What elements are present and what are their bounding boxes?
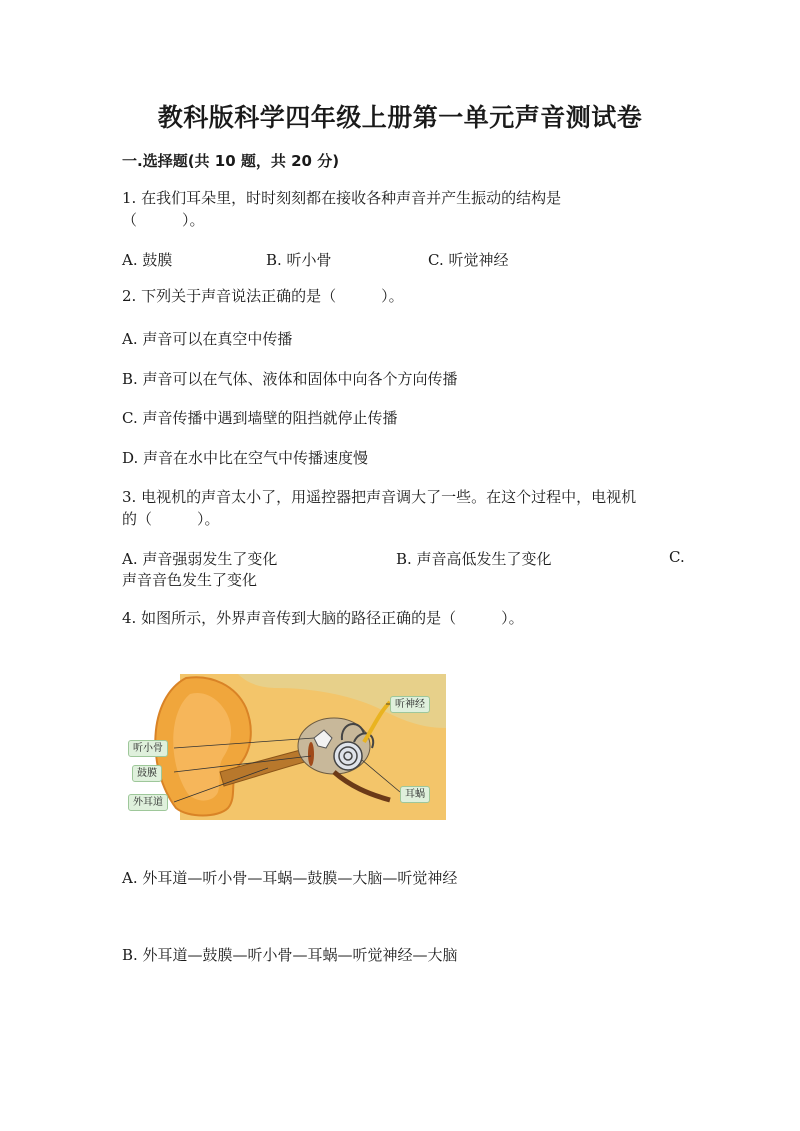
question-1-option-c: C. 听觉神经 bbox=[428, 251, 509, 269]
question-2-option-a: A. 声音可以在真空中传播 bbox=[122, 330, 293, 348]
question-4-option-a: A. 外耳道—听小骨—耳蜗—鼓膜—大脑—听觉神经 bbox=[122, 869, 458, 887]
question-2-option-c: C. 声音传播中遇到墙壁的阻挡就停止传播 bbox=[122, 409, 398, 427]
question-3-option-a: A. 声音强弱发生了变化 bbox=[122, 550, 278, 568]
cochlea-shape bbox=[334, 742, 362, 770]
question-1-stem-line-2: （ ）。 bbox=[122, 211, 205, 229]
question-3-stem-line-1: 3. 电视机的声音太小了，用遥控器把声音调大了一些。在这个过程中，电视机 bbox=[122, 488, 637, 506]
eardrum-shape bbox=[308, 742, 314, 766]
question-3-option-c-marker: C. bbox=[669, 548, 685, 566]
question-1-stem-line-1: 1. 在我们耳朵里，时时刻刻都在接收各种声音并产生振动的结构是 bbox=[122, 189, 562, 207]
question-2-option-b: B. 声音可以在气体、液体和固体中向各个方向传播 bbox=[122, 370, 458, 388]
question-4-option-b: B. 外耳道—鼓膜—听小骨—耳蜗—听觉神经—大脑 bbox=[122, 946, 458, 964]
section-heading: 一.选择题(共 10 题，共 20 分) bbox=[122, 152, 340, 170]
question-1-option-b: B. 听小骨 bbox=[266, 251, 332, 269]
page-title: 教科版科学四年级上册第一单元声音测试卷 bbox=[157, 103, 643, 132]
label-auditory-nerve: 听神经 bbox=[390, 696, 430, 713]
label-ear-canal: 外耳道 bbox=[128, 794, 168, 811]
question-2-option-d: D. 声音在水中比在空气中传播速度慢 bbox=[122, 449, 369, 467]
question-3-option-c-text: 声音音色发生了变化 bbox=[122, 571, 258, 589]
question-2-stem: 2. 下列关于声音说法正确的是（ ）。 bbox=[122, 287, 404, 305]
question-4-stem: 4. 如图所示，外界声音传到大脑的路径正确的是（ ）。 bbox=[122, 609, 524, 627]
ear-anatomy-figure bbox=[128, 668, 450, 820]
question-3-option-b: B. 声音高低发生了变化 bbox=[396, 550, 552, 568]
question-3-stem-line-2: 的（ ）。 bbox=[122, 510, 220, 528]
question-1-option-a: A. 鼓膜 bbox=[122, 251, 173, 269]
label-cochlea: 耳蜗 bbox=[400, 786, 430, 803]
label-eardrum: 鼓膜 bbox=[132, 765, 162, 782]
label-ossicles: 听小骨 bbox=[128, 740, 168, 757]
